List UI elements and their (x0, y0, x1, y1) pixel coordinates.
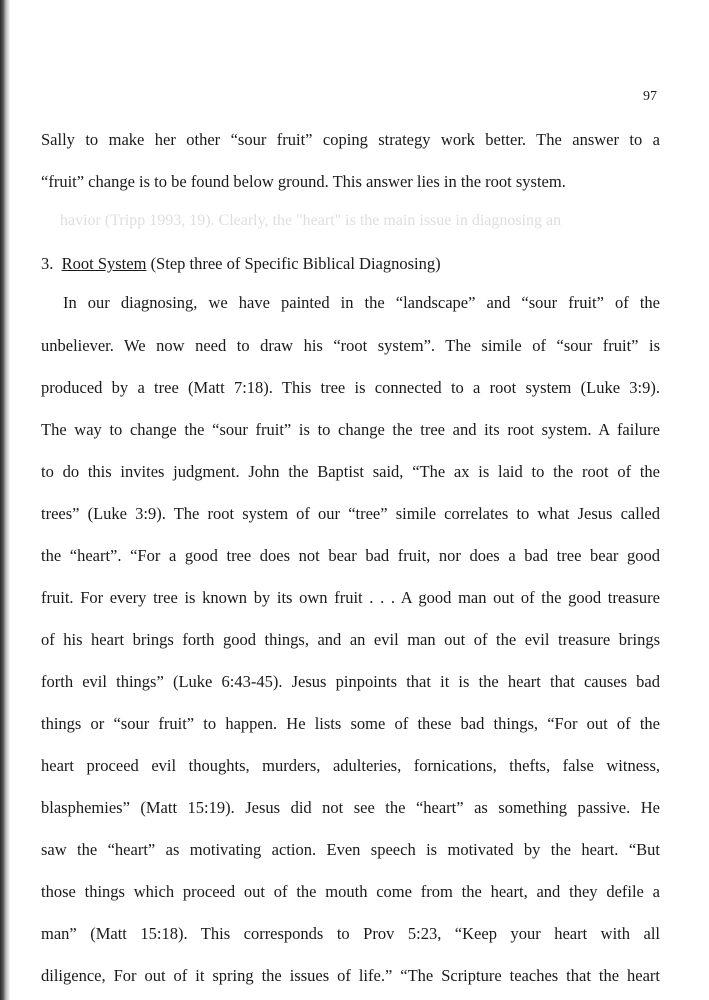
body-line: those things which proceed out of the mouth come from the heart, and they defile a (41, 882, 660, 901)
body-line: Sally to make her other “sour fruit” coping strategy work better. The answer to a (41, 130, 660, 149)
section-subtitle: (Step three of Specific Biblical Diagnosing) (150, 254, 441, 273)
body-line: man” (Matt 15:18). This corresponds to Prov 5:23, “Keep your heart with all (41, 924, 660, 943)
body-line: to do this invites judgment. John the Baptist said, “The ax is laid to the root of the (41, 462, 660, 481)
section-title: Root System (61, 254, 147, 273)
page-number: 97 (643, 89, 657, 104)
body-line: saw the “heart” as motivating action. Even speech is motivated by the heart. “But (41, 840, 660, 859)
body-line: “fruit” change is to be found below ground. This answer lies in the root system. (41, 172, 566, 191)
body-line: of his heart brings forth good things, and an evil man out of the evil treasure brings (41, 630, 660, 649)
body-line: unbeliever. We now need to draw his “root system”. The simile of “sour fruit” is (41, 336, 660, 355)
body-line: things or “sour fruit” to happen. He lists some of these bad things, “For out of the (41, 714, 660, 733)
body-line: produced by a tree (Matt 7:18). This tree is connected to a root system (Luke 3:9). (41, 378, 660, 397)
bleed-through-text: havior (Tripp 1993, 19). Clearly, the "heart" is the main issue in diagnosing an (60, 212, 562, 229)
body-line: heart proceed evil thoughts, murders, adulteries, fornications, thefts, false witness, (41, 756, 660, 775)
body-line: trees” (Luke 3:9). The root system of our “tree” simile correlates to what Jesus called (41, 504, 660, 523)
body-line: the “heart”. “For a good tree does not bear bad fruit, nor does a bad tree bear good (41, 546, 660, 565)
section-heading (41, 253, 441, 275)
scan-edge-shadow (0, 0, 10, 1000)
body-line: blasphemies” (Matt 15:19). Jesus did not see the “heart” as something passive. He (41, 798, 660, 817)
body-line: forth evil things” (Luke 6:43-45). Jesus pinpoints that it is the heart that causes bad (41, 672, 660, 691)
body-line: diligence, For out of it spring the issues of life.” “The Scripture teaches that the heart (41, 966, 660, 985)
body-line: fruit. For every tree is known by its own fruit . . . A good man out of the good treasure (41, 588, 660, 607)
section-number: 3. (41, 254, 54, 273)
body-line: In our diagnosing, we have painted in the “landscape” and “sour fruit” of the (63, 293, 660, 312)
body-line: The way to change the “sour fruit” is to change the tree and its root system. A failure (41, 420, 660, 439)
